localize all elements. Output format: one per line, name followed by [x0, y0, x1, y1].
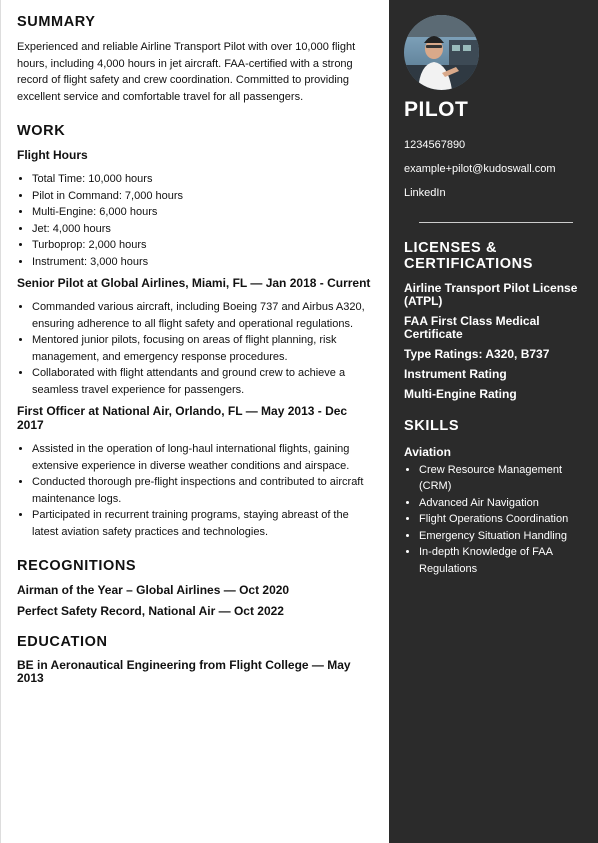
skills-group-title: Aviation [404, 444, 451, 459]
summary-heading: SUMMARY [17, 14, 96, 30]
list-item: • Crew Resource Management (CRM) [419, 462, 585, 495]
list-item: • Jet: 4,000 hours [32, 221, 373, 238]
recognitions-section [17, 558, 373, 618]
list-item: • Total Time: 10,000 hours [32, 171, 373, 188]
list-item: • Assisted in the operation of long-haul international flights, gaining extensive experience in diverse weather conditions and airspace. [32, 441, 373, 474]
licenses-section [404, 241, 585, 401]
phone-number: 1234567890 [404, 139, 466, 151]
list-item: • Commanded various aircraft, including Boeing 737 and Airbus A320, ensuring adherence to all flight safety and operational regulations. [32, 299, 373, 332]
licenses-heading: LICENSES & CERTIFICATIONS [404, 240, 533, 272]
license-item: Airline Transport Pilot License (ATPL) [404, 281, 578, 308]
job-bullets [17, 299, 373, 398]
sidebar [389, 0, 598, 843]
education-heading: EDUCATION [17, 634, 108, 650]
recognition-item: Perfect Safety Record, National Air — Oct 2022 [17, 604, 284, 618]
divider [419, 222, 573, 223]
license-item: Type Ratings: A320, B737 [404, 347, 550, 361]
list-item: • Instrument: 3,000 hours [32, 254, 373, 271]
list-item: • Multi-Engine: 6,000 hours [32, 204, 373, 221]
recognition-item: Airman of the Year – Global Airlines — Oct 2020 [17, 583, 290, 597]
work-heading: WORK [17, 123, 66, 139]
skills-section [404, 419, 585, 577]
list-item: • Advanced Air Navigation [419, 495, 585, 512]
linkedin-link[interactable]: LinkedIn [404, 187, 446, 199]
education-degree: BE in Aeronautical Engineering from Flight College — May 2013 [17, 658, 351, 685]
pilot-photo-icon [404, 15, 479, 90]
list-item: • In-depth Knowledge of FAA Regulations [419, 544, 585, 577]
list-item: • Emergency Situation Handling [419, 528, 585, 545]
email-link[interactable]: example+pilot@kudoswall.com [404, 163, 556, 175]
work-section [17, 123, 373, 540]
list-item: • Pilot in Command: 7,000 hours [32, 188, 373, 205]
list-item: • Conducted thorough pre-flight inspections and contributed to aircraft maintenance logs. [32, 474, 373, 507]
flight-hours-title: Flight Hours [17, 148, 88, 162]
summary-section [17, 14, 373, 105]
summary-text: Experienced and reliable Airline Transport Pilot with over 10,000 flight hours, including 4,000 hours in jet aircraft. FAA-certified with a strong record of flight safety and crew coordination. Committed to providing excellent service and comfortable travel for all passengers. [17, 41, 356, 103]
list-item: • Mentored junior pilots, focusing on areas of flight planning, risk management, and emergency response procedures. [32, 332, 373, 365]
recognitions-heading: RECOGNITIONS [17, 558, 137, 574]
license-item: FAA First Class Medical Certificate [404, 314, 540, 341]
job-title: First Officer at National Air, Orlando, FL — May 2013 - Dec 2017 [17, 404, 348, 432]
list-item: • Turboprop: 2,000 hours [32, 237, 373, 254]
candidate-name: PILOT [404, 98, 469, 121]
list-item: • Flight Operations Coordination [419, 511, 585, 528]
skills-heading: SKILLS [404, 418, 460, 434]
main-column [1, 0, 389, 843]
flight-hours-list [17, 171, 373, 270]
skills-list [404, 462, 585, 578]
list-item: • Collaborated with flight attendants and ground crew to achieve a seamless travel experience for passengers. [32, 365, 373, 398]
job-bullets [17, 441, 373, 540]
avatar [404, 15, 479, 90]
job-title: Senior Pilot at Global Airlines, Miami, FL — Jan 2018 - Current [17, 276, 371, 290]
license-item: Multi-Engine Rating [404, 387, 517, 401]
license-item: Instrument Rating [404, 367, 507, 381]
education-section [17, 634, 373, 685]
list-item: • Participated in recurrent training programs, staying abreast of the latest aviation safety practices and technologies. [32, 507, 373, 540]
